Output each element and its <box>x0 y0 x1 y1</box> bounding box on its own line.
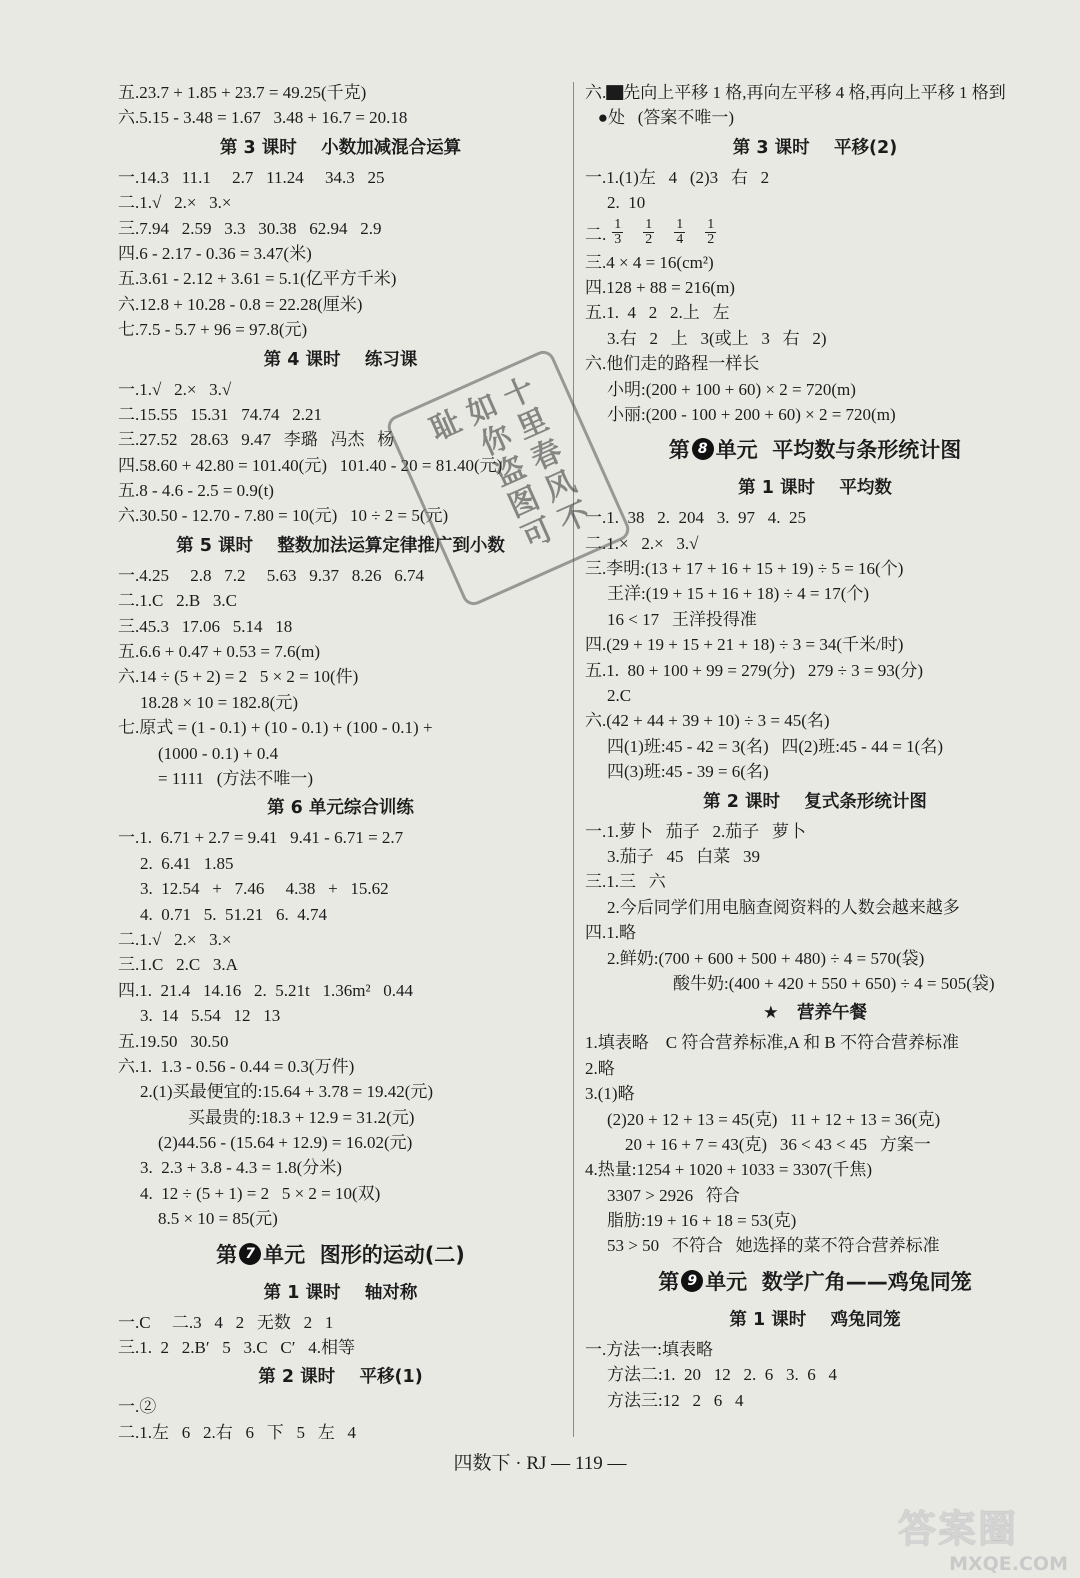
unit-number-badge: 7 <box>239 1243 261 1265</box>
answer-line: 六.30.50 - 12.70 - 7.80 = 10(元) 10 ÷ 2 = 5(元) <box>118 506 449 526</box>
answer-line: 2. 6.41 1.85 <box>140 853 234 873</box>
answer-line: 16 < 17 王洋投得准 <box>607 609 757 629</box>
answer-line: 3. 14 5.54 12 13 <box>140 1006 281 1026</box>
answer-line: 买最贵的:18.3 + 12.9 = 31.2(元) <box>188 1107 415 1127</box>
fraction-denominator: 4 <box>676 232 684 248</box>
answer-line: 五.23.7 + 1.85 + 23.7 = 49.25(千克) <box>118 83 367 102</box>
fraction-answer-line <box>585 216 1045 250</box>
answer-line: 王洋:(19 + 15 + 16 + 18) ÷ 4 = 17(个) <box>607 584 870 604</box>
answer-line: 三.李明:(13 + 17 + 16 + 15 + 19) ÷ 5 = 16(个) <box>585 559 904 579</box>
answer-line: 一.1.萝卜 茄子 2.茄子 萝卜 <box>585 821 806 841</box>
fraction-numerator: 1 <box>676 217 684 233</box>
answer-line: 二.1.√ 2.× 3.× <box>118 193 232 213</box>
answer-line: 四.58.60 + 42.80 = 101.40(元) 101.40 - 20 = 81.40(元) <box>118 455 503 475</box>
unit-title: 单元 平均数与条形统计图 <box>715 438 962 463</box>
answer-line: 三.1.三 六 <box>585 872 666 892</box>
answer-line: 一.方法一:填表略 <box>585 1339 713 1359</box>
answer-line: 六.(42 + 44 + 39 + 10) ÷ 3 = 45(名) <box>585 711 830 731</box>
answer-line: 四(1)班:45 - 42 = 3(名) 四(2)班:45 - 44 = 1(名) <box>607 736 943 756</box>
answer-line: 3. 12.54 + 7.46 4.38 + 15.62 <box>140 879 389 899</box>
answer-line: (2)44.56 - (15.64 + 12.9) = 16.02(元) <box>158 1133 413 1153</box>
answer-line: 4. 0.71 5. 51.21 6. 4.74 <box>140 904 327 924</box>
answer-line: 五.1. 4 2 2.上 左 <box>585 303 730 323</box>
answer-line: 一.4.25 2.8 7.2 5.63 9.37 8.26 6.74 <box>118 565 424 585</box>
unit-number-badge: 8 <box>692 438 714 460</box>
unit-heading <box>585 1259 1045 1303</box>
answer-line: 3.右 2 上 3(或上 3 右 2) <box>607 328 827 348</box>
fraction-denominator: 3 <box>614 232 622 248</box>
answer-line: 四.(29 + 19 + 15 + 21 + 18) ÷ 3 = 34(千米/时) <box>585 635 904 655</box>
answer-line: 四.6 - 2.17 - 0.36 = 3.47(米) <box>118 243 312 263</box>
column-divider <box>573 82 574 1437</box>
answer-line: = 1111 (方法不唯一) <box>158 768 314 788</box>
answer-line: 二.1.C 2.B 3.C <box>118 591 238 611</box>
answer-line: 六.1. 1.3 - 0.56 - 0.44 = 0.3(万件) <box>118 1056 355 1076</box>
unit-prefix: 第 <box>216 1242 238 1267</box>
answer-line: 方法二:1. 20 12 2. 6 3. 6 4 <box>607 1365 837 1385</box>
answer-line: 一.1. 38 2. 204 3. 97 4. 25 <box>585 508 806 528</box>
answer-line: 方法三:12 2 6 4 <box>607 1390 744 1410</box>
answer-line: 53 > 50 不符合 她选择的菜不符合营养标准 <box>607 1236 940 1256</box>
answer-line: 四.1. 21.4 14.16 2. 5.21t 1.36m² 0.44 <box>118 980 414 1000</box>
lesson-heading: 第 6 单元综合训练 <box>267 798 414 819</box>
answer-line: 18.28 × 10 = 182.8(元) <box>140 692 298 712</box>
answer-line: 二.15.55 15.31 74.74 2.21 <box>118 404 322 424</box>
lesson-heading: 第 1 课时 平均数 <box>738 478 892 499</box>
fraction-numerator: 1 <box>707 217 715 233</box>
answer-line: 六.12.8 + 10.28 - 0.8 = 22.28(厘米) <box>118 294 363 314</box>
answer-line: ●处 (答案不唯一) <box>585 108 735 128</box>
unit-prefix: 第 <box>658 1269 680 1294</box>
answer-line: 六.他们走的路程一样长 <box>585 354 760 374</box>
answer-line: (1000 - 0.1) + 0.4 <box>158 743 279 763</box>
lesson-heading: ★ 营养午餐 <box>763 1003 867 1024</box>
answer-line: 小明:(200 + 100 + 60) × 2 = 720(m) <box>607 379 856 399</box>
fraction-denominator: 2 <box>645 232 653 248</box>
answer-line: 2.C <box>607 686 632 706</box>
unit-number-badge: 9 <box>681 1270 703 1292</box>
answer-line: 七.原式 = (1 - 0.1) + (10 - 0.1) + (100 - 0.1) + <box>118 718 433 738</box>
answer-line: 五.19.50 30.50 <box>118 1031 229 1051</box>
fraction <box>705 218 716 247</box>
lesson-heading: 第 2 课时 平移(1) <box>258 1367 423 1388</box>
answer-line: 2.鲜奶:(700 + 600 + 500 + 480) ÷ 4 = 570(袋) <box>607 948 925 968</box>
answer-line: 4. 12 ÷ (5 + 1) = 2 5 × 2 = 10(双) <box>140 1183 381 1203</box>
answer-line: 8.5 × 10 = 85(元) <box>158 1209 278 1229</box>
unit-heading <box>585 427 1045 471</box>
answer-line: (2)20 + 12 + 13 = 45(克) 11 + 12 + 13 = 36(克) <box>607 1109 941 1129</box>
answer-line: 四(3)班:45 - 39 = 6(名) <box>607 762 769 782</box>
answer-line: 三.7.94 2.59 3.3 30.38 62.94 2.9 <box>118 218 382 238</box>
right-column <box>585 80 1045 1413</box>
watermark-logo: 答案圈 <box>898 1507 1019 1551</box>
answer-line: 二.1.左 6 2.右 6 下 5 左 4 <box>118 1422 356 1442</box>
answer-line: 五.6.6 + 0.47 + 0.53 = 7.6(m) <box>118 642 321 662</box>
answer-line: 二.1.× 2.× 3.√ <box>585 533 699 553</box>
fraction <box>643 218 654 247</box>
answer-line: 2. 10 <box>607 193 646 213</box>
answer-line: 一.C 二.3 4 2 无数 2 1 <box>118 1312 334 1332</box>
lesson-heading: 第 1 课时 轴对称 <box>263 1282 418 1303</box>
answer-line: 四.128 + 88 = 216(m) <box>585 277 735 297</box>
answer-line: 脂肪:19 + 16 + 18 = 53(克) <box>607 1211 797 1231</box>
answer-line: 3.茄子 45 白菜 39 <box>607 846 760 866</box>
answer-line: 1.填表略 C 符合营养标准,A 和 B 不符合营养标准 <box>585 1033 960 1053</box>
site-watermark <box>898 1498 1068 1575</box>
answer-line: 一.1.(1)左 4 (2)3 右 2 <box>585 167 770 187</box>
answer-line: 小丽:(200 - 100 + 200 + 60) × 2 = 720(m) <box>607 404 896 424</box>
lesson-heading: 第 3 课时 平移(2) <box>732 137 898 158</box>
answer-line: 五.1. 80 + 100 + 99 = 279(分) 279 ÷ 3 = 93(分) <box>585 660 924 680</box>
fraction <box>674 218 685 247</box>
answer-line: 七.7.5 - 5.7 + 96 = 97.8(元) <box>118 320 308 340</box>
answer-line: 4.热量:1254 + 1020 + 1033 = 3307(千焦) <box>585 1160 873 1180</box>
answer-line: 三.45.3 17.06 5.14 18 <box>118 616 293 636</box>
answer-line: 2.今后同学们用电脑查阅资料的人数会越来越多 <box>607 897 960 917</box>
fraction-denominator: 2 <box>707 232 715 248</box>
answer-line: 五.8 - 4.6 - 2.5 = 0.9(t) <box>118 481 274 501</box>
answer-prefix: 二. <box>585 225 607 245</box>
lesson-heading: 第 5 课时 整数加法运算定律推广到小数 <box>176 535 505 556</box>
left-column <box>118 80 563 1445</box>
unit-title: 单元 数学广角——鸡兔同笼 <box>705 1269 972 1294</box>
stamp-text: 十里春风不如你盗图可耻 <box>419 372 595 558</box>
lesson-heading: 第 1 课时 鸡兔同笼 <box>729 1309 901 1330</box>
answer-line: 酸牛奶:(400 + 420 + 550 + 650) ÷ 4 = 505(袋) <box>673 973 995 993</box>
page-footer: 四数下 · RJ — 119 — <box>453 1453 627 1474</box>
unit-title: 单元 图形的运动(二) <box>263 1242 465 1267</box>
answer-line: 2.(1)买最便宜的:15.64 + 3.78 = 19.42(元) <box>140 1082 434 1102</box>
answer-line: 3. 2.3 + 3.8 - 4.3 = 1.8(分米) <box>140 1158 342 1178</box>
answer-line: 3.(1)略 <box>585 1084 635 1104</box>
answer-line: 2.略 <box>585 1058 615 1078</box>
answer-line: 三.27.52 28.63 9.47 李璐 冯杰 杨 <box>118 430 395 450</box>
answer-line: 3307 > 2926 符合 <box>607 1185 740 1205</box>
answer-line: 六.▇先向上平移 1 格,再向左平移 4 格,再向上平移 1 格到 <box>585 83 1006 102</box>
answer-line: 一.② <box>118 1397 157 1417</box>
answer-line: 六.14 ÷ (5 + 2) = 2 5 × 2 = 10(件) <box>118 667 359 687</box>
answer-line: 三.1. 2 2.B′ 5 3.C C′ 4.相等 <box>118 1338 355 1358</box>
answer-line: 六.5.15 - 3.48 = 1.67 3.48 + 16.7 = 20.18 <box>118 108 408 128</box>
watermark-url: MXQE.COM <box>949 1553 1068 1575</box>
answer-line: 二.1.√ 2.× 3.× <box>118 929 232 949</box>
lesson-heading: 第 2 课时 复式条形统计图 <box>703 791 927 812</box>
answer-line: 20 + 16 + 7 = 43(克) 36 < 43 < 45 方案一 <box>625 1134 931 1154</box>
answer-line: 一.1. 6.71 + 2.7 = 9.41 9.41 - 6.71 = 2.7 <box>118 828 404 848</box>
answer-line: 三.4 × 4 = 16(cm²) <box>585 252 714 272</box>
answer-line: 一.1.√ 2.× 3.√ <box>118 379 232 399</box>
answer-line: 四.1.略 <box>585 923 636 943</box>
answer-line: 五.3.61 - 2.12 + 3.61 = 5.1(亿平方千米) <box>118 269 397 289</box>
fraction <box>612 218 623 247</box>
unit-prefix: 第 <box>668 438 690 463</box>
lesson-heading: 第 4 课时 练习课 <box>263 349 418 370</box>
fraction-numerator: 1 <box>645 217 653 233</box>
lesson-heading: 第 3 课时 小数加减混合运算 <box>219 137 462 158</box>
answer-line: 一.14.3 11.1 2.7 11.24 34.3 25 <box>118 167 385 187</box>
answer-line: 三.1.C 2.C 3.A <box>118 955 238 975</box>
fraction-numerator: 1 <box>614 217 622 233</box>
unit-heading <box>118 1232 563 1276</box>
